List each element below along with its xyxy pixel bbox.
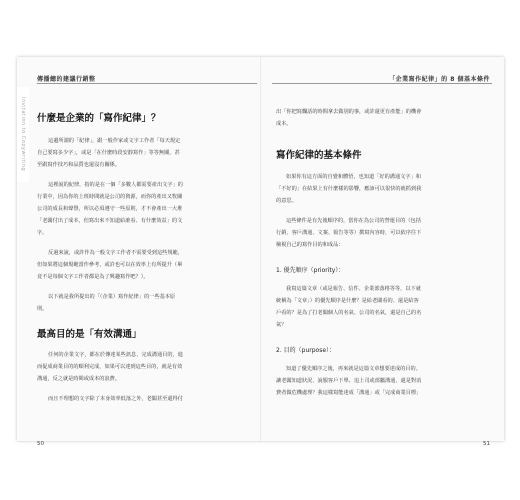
paragraph: 字。 [37,230,48,236]
paragraph: 這些條件是有先後順序的，當你在為公司的營運目的（包括 [286,218,421,224]
paragraph: 公司的成長和聲譽，所以必須遵守一些原則，才不會產出一大堆 [37,206,183,212]
paragraph: 而促成商業目的的順利完成，如果可以達到這些目的，就是有效 [37,364,183,370]
header-rule-left [37,83,257,84]
paragraph: 反過來說，或許作為一般文字工作者不需要受到這些規範， [48,250,183,256]
right-page [262,57,504,447]
paragraph: 溝通，反之就是時間或成本的浪費。 [37,376,121,382]
paragraph: 讓老闆知道狀況、說服客戶下單、追上司或部屬溝通，還是對消 [276,378,422,384]
left-page [17,57,260,447]
paragraph: 統稱為「文章」）的優先順序是什麼？是給老闆看的、還是給客 [276,298,419,304]
paragraph: 我寫這篇文章（或是報告、信件、企業部落格等等，以下就 [286,286,421,292]
heading-effective-communication: 最高目的是「有效溝通」 [37,329,142,340]
paragraph: 自己要寫多少字」，或是「在什麼時段安靜寫作」等等無關，甚 [37,150,180,156]
heading-writing-discipline: 什麼是企業的「寫作紀律」？ [37,113,161,124]
paragraph: 「老闆付出了成本，但寫出來不知道給誰看、有什麼效益」的文 [37,218,183,224]
paragraph: 而且不理想的文字除了本身效率低落之外，老闆甚至還得付 [48,396,183,402]
paragraph: 「不好的」在結果上有什麼樣的影響，應該可以很快的就抓到我 [276,186,422,192]
paragraph: 任何的企業文字，都在於傳達某些訊息、完成溝通目的，進 [48,352,183,358]
subheading-priority: 1. 優先順序（priority）： [276,267,345,274]
page-number-right: 51 [483,441,490,447]
paragraph: 至跟寫作技巧和品質也還沒有關係。 [37,162,121,168]
book-spread [17,57,504,447]
paragraph: 知道了優先順序之後，再來就是這篇文章想要達成的目的。 [286,366,421,372]
paragraph: 行銷、客戶溝通、文案、報告等等）撰寫內容時，可以依序往下 [276,230,422,236]
heading-basic-conditions: 寫作紀律的基本條件 [276,150,362,161]
paragraph: 但如果將這個規範當作參考，或許也可以在效率上有所提升（畢 [37,262,183,268]
paragraph: 成本。 [276,121,292,127]
paragraph: 以下就是我所提出的「（企業）寫作紀律」的一些基本原 [48,294,176,300]
paragraph: 竟不是每個文字工作者都是為了興趣寫作吧？）。 [37,274,149,280]
paragraph: 如果你有這方面的自覺和體悟，也知道「好的溝通文字」和 [286,174,421,180]
subheading-purpose: 2. 目的（purpose）： [276,347,336,354]
paragraph: 氣？ [276,322,287,328]
side-label: Invitation to Copywriting [20,97,26,172]
paragraph: 行業中，因為你的上班時間就是公司的資源，而你的產出又牧關 [37,194,183,200]
paragraph: 這裡說的紀律，指的是在一個「多數人都需要產出文字」的 [48,182,183,188]
paragraph: 出「你把寫爛話的時間拿去做別的事，或許還更有產能」的機會 [276,109,422,115]
header-rule-right [272,83,492,84]
page-number-left: 50 [37,441,44,447]
paragraph: 檢視自己的寫作目的和成品： [276,242,344,248]
paragraph: 的意思。 [276,198,297,204]
paragraph: 這邊所謂的「紀律」，跟一般作家或文字工作者「每天規定 [48,138,181,144]
paragraph: 則。 [37,306,48,312]
running-head-left: 傳播總的建議行銷整 [37,76,96,83]
paragraph: 戶看的？是為了打老闆個人的名氣、公司的名氣，還是自己的名 [276,310,422,316]
paragraph: 費者做危機處理？我這樣寫能達成「溝通」或「完成商業目標」 [276,390,422,396]
running-head-right: 「企業寫作紀律」的 8 個基本條件 [389,76,490,83]
